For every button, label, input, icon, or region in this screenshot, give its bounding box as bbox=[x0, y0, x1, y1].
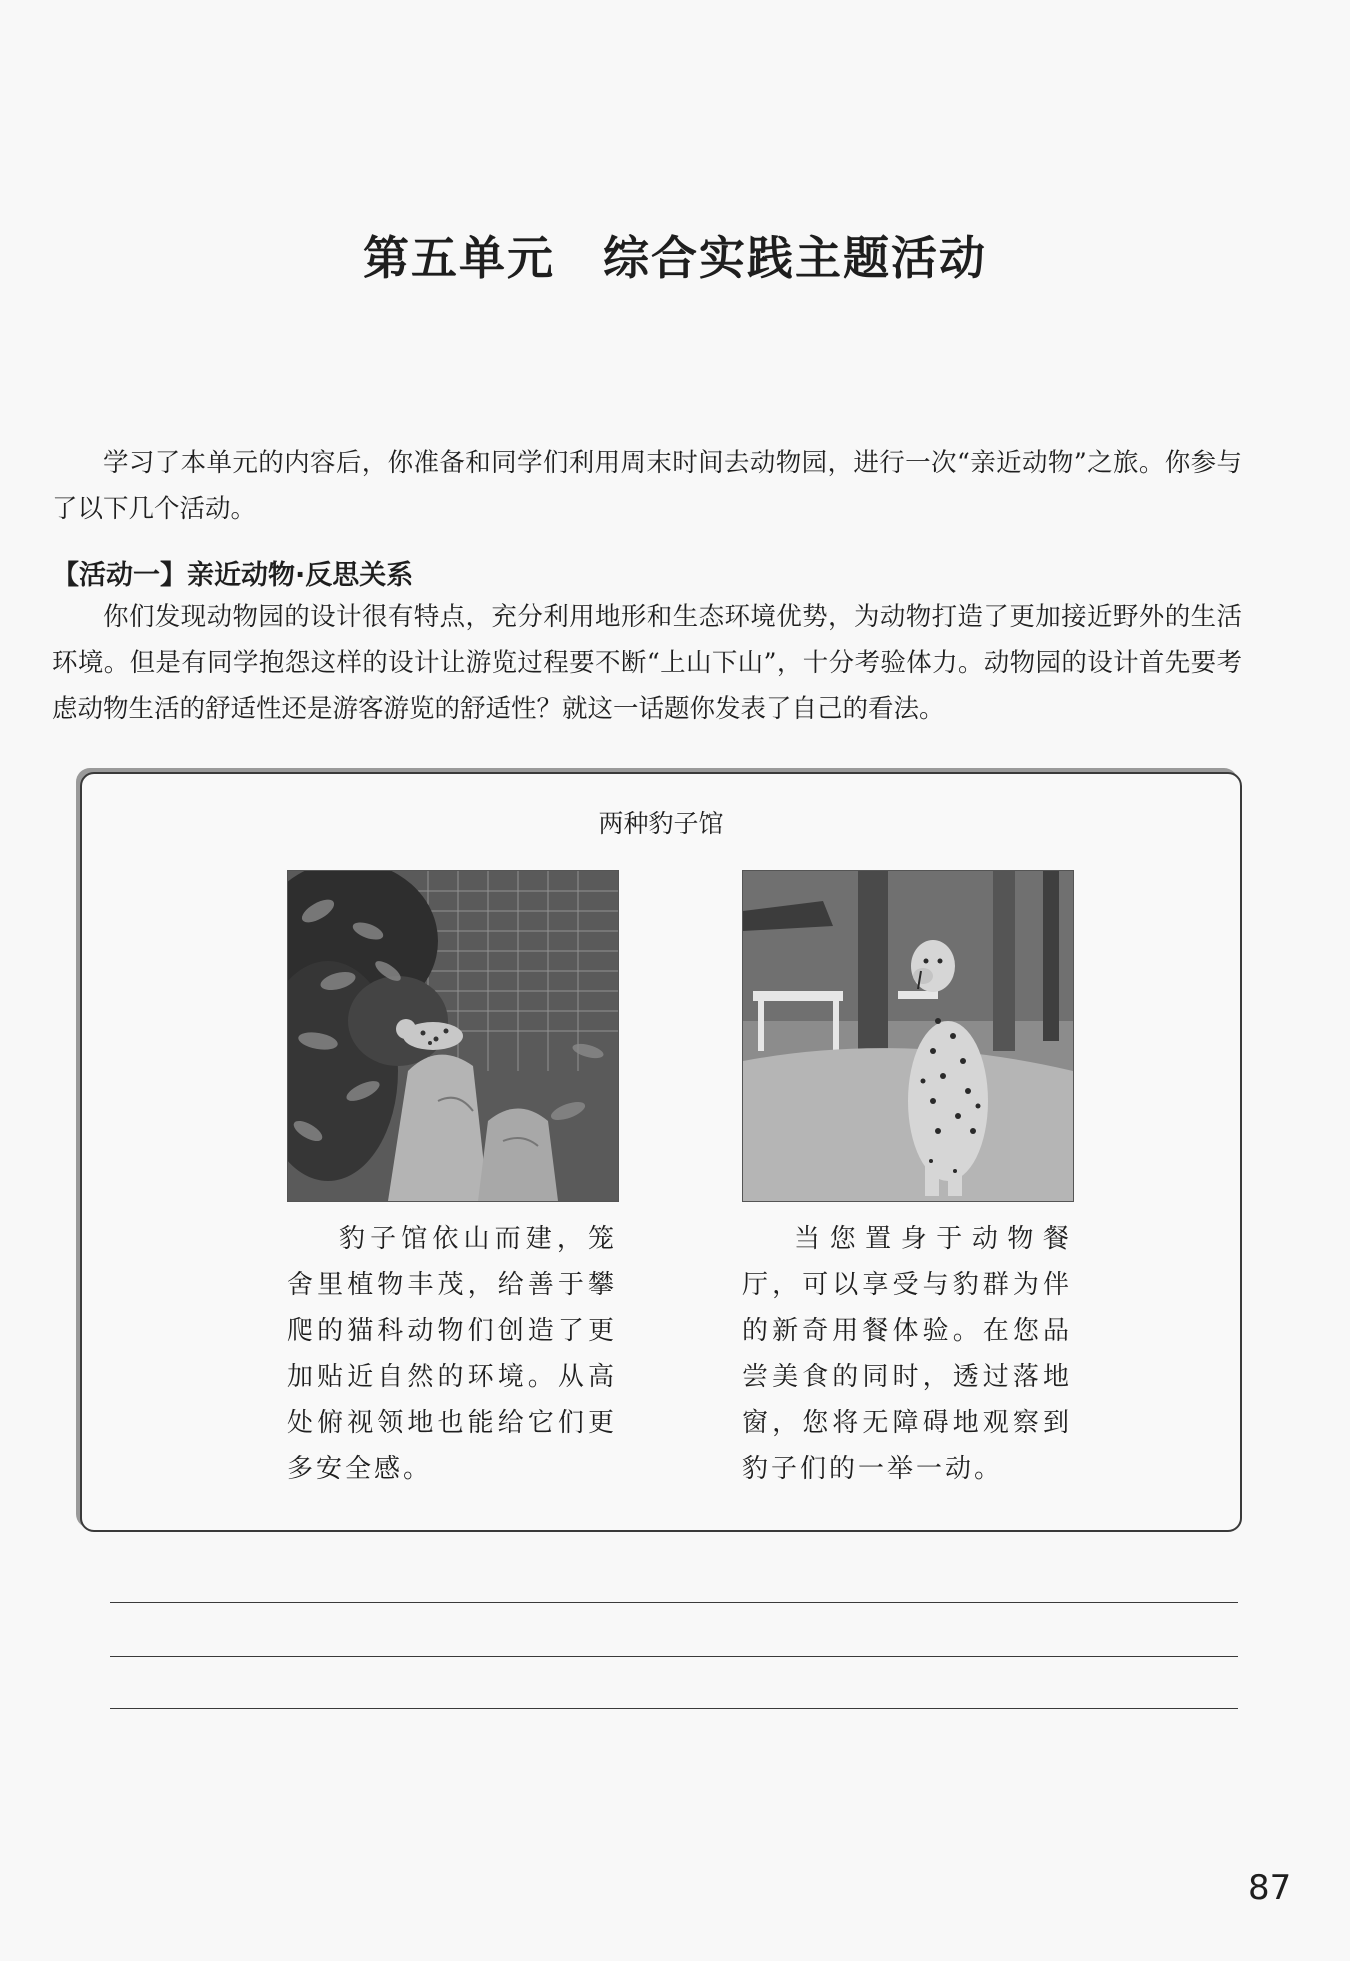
page-number: 87 bbox=[1248, 1868, 1292, 1908]
unit-title-topic: 综合实践主题活动 bbox=[603, 231, 987, 285]
unit-title-number: 第五单元 bbox=[363, 231, 555, 285]
activity-paragraph: 你们发现动物园的设计很有特点，充分利用地形和生态环境优势，为动物打造了更加接近野外的生活环境。但是有同学抱怨这样的设计让游览过程要不断“上山下山”，十分考验体力。动物园的设计首先要考虑动物生活的舒适性还是游客游览的舒适性？就这一话题你发表了自己的看法。 bbox=[52, 602, 1242, 724]
answer-line[interactable] bbox=[110, 1708, 1238, 1709]
leopard-hillside-photo bbox=[287, 870, 619, 1202]
panel-title: 两种豹子馆 bbox=[598, 809, 724, 838]
cheetah-restaurant-photo bbox=[742, 870, 1074, 1202]
hillside-enclosure-caption: 豹子馆依山而建，笼舍里植物丰茂，给善于攀爬的猫科动物们创造了更加贴近自然的环境。从高处俯视领地也能给它们更多安全感。 bbox=[287, 1224, 617, 1484]
answer-line[interactable] bbox=[110, 1602, 1238, 1603]
restaurant-enclosure-caption: 当您置身于动物餐厅，可以享受与豹群为伴的新奇用餐体验。在您品尝美食的同时，透过落地窗，您将无障碍地观察到豹子们的一举一动。 bbox=[742, 1224, 1072, 1484]
activity-heading: 【活动一】亲近动物·反思关系 bbox=[52, 560, 414, 591]
unit-title bbox=[0, 222, 1350, 288]
intro-paragraph: 学习了本单元的内容后，你准备和同学们利用周末时间去动物园，进行一次“亲近动物”之旅。你参与了以下几个活动。 bbox=[52, 448, 1242, 524]
answer-line[interactable] bbox=[110, 1656, 1238, 1657]
leopard-enclosures-panel bbox=[80, 772, 1242, 1532]
